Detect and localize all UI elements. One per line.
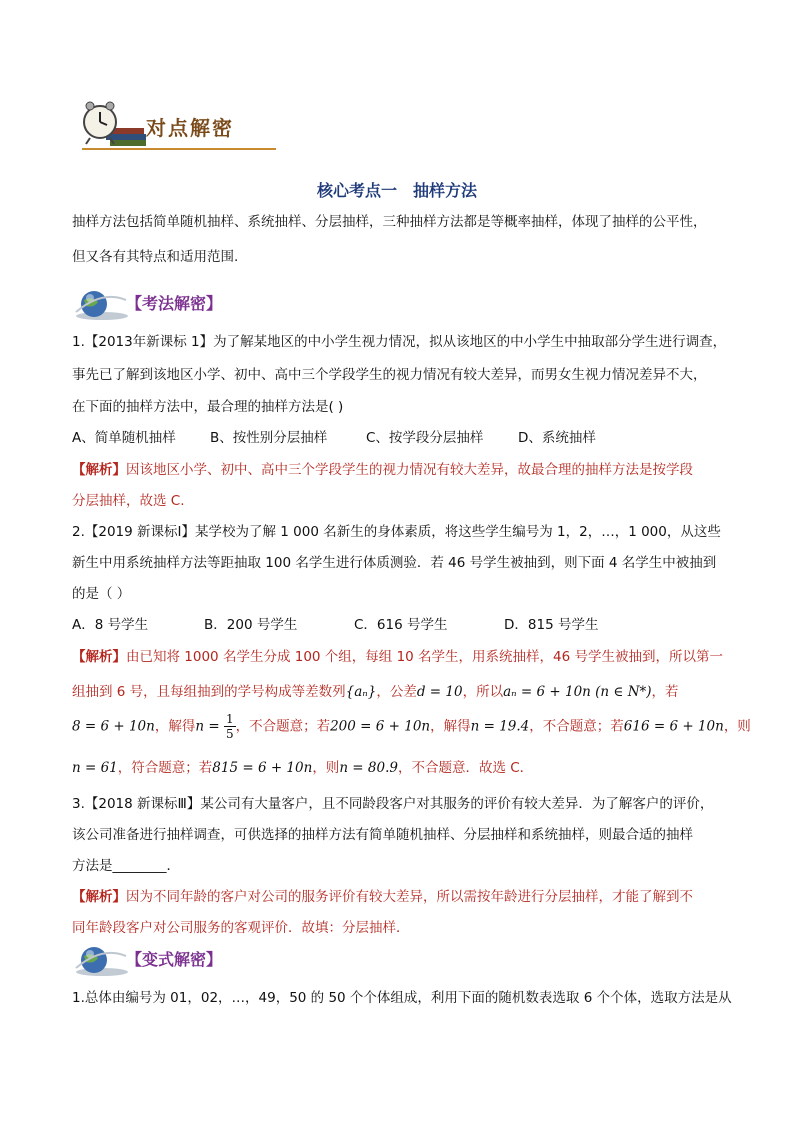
q3-answer-tag: 【解析】 [72, 889, 126, 905]
q2-answer-line-2: 组抽到 6 号，且每组抽到的学号构成等差数列{aₙ}，公差d = 10，所以aₙ = 6 + 10n (n ∈ N*)，若 [72, 684, 679, 700]
q1-option-b: B、按性别分层抽样 [210, 430, 328, 446]
banner-title: 对点解密 [146, 116, 234, 140]
subhead-kaofa [72, 286, 272, 322]
q3-line-3: 方法是________． [72, 858, 180, 874]
q3-answer-line-1: 【解析】因为不同年龄的客户对公司的服务评价有较大差异，所以需按年龄进行分层抽样，才能了解到不 [72, 889, 693, 905]
q1-options [72, 426, 596, 446]
q2-line-2: 新生中用系统抽样方法等距抽取 100 名学生进行体质测验．若 46 号学生被抽到，则下面 4 名学生中被抽到 [72, 555, 717, 571]
intro-line-2: 但又各有其特点和适用范围. [72, 249, 239, 265]
q1-line-1: 1.【2013年新课标 1】为了解某地区的中小学生视力情况，拟从该地区的中小学生中抽取部分学生进行调查， [72, 334, 727, 350]
q3-line-2: 该公司准备进行抽样调查，可供选择的抽样方法有简单随机抽样、分层抽样和系统抽样，则最合适的抽样 [72, 827, 693, 843]
subhead-bianshi-label: 【变式解密】 [126, 950, 223, 969]
q2-answer-line-4: n = 61，符合题意；若815 = 6 + 10n，则n = 80.9，不合题意．故选 C． [72, 760, 534, 776]
q2-option-d: D．815 号学生 [504, 617, 599, 633]
math-common-difference: d = 10 [416, 684, 463, 700]
math-general-term: aₙ = 6 + 10n (n ∈ N*) [503, 684, 652, 700]
q1-option-c: C、按学段分层抽样 [366, 430, 484, 446]
section-title [0, 178, 794, 201]
q2-line-1: 2.【2019 新课标Ⅰ】某学校为了解 1 000 名新生的身体素质，将这些学生编号为 1，2，…，1 000，从这些 [72, 524, 721, 540]
q2-answer-line-1: 【解析】由已知将 1000 名学生分成 100 个组，每组 10 名学生，用系统抽样，46 号学生被抽到，所以第一 [72, 649, 724, 665]
q2-options [72, 613, 598, 633]
q2-option-c: C．616 号学生 [354, 617, 448, 633]
subhead-bianshi [72, 942, 272, 978]
section-title-topic: 抽样方法 [413, 181, 478, 200]
intro-line-1: 抽样方法包括简单随机抽样、系统抽样、分层抽样，三种抽样方法都是等概率抽样，体现了抽样的公平性， [72, 214, 707, 230]
banner-divider [82, 148, 276, 150]
math-fraction: $\frac{1}{5}$ [225, 712, 234, 741]
q3-answer-line-2: 同年龄段客户对公司服务的客观评价．故填：分层抽样． [72, 920, 410, 936]
v1-line-1: 1.总体由编号为 01，02，…，49，50 的 50 个个体组成，利用下面的随机数表选取 6 个个体，选取方法是从 [72, 990, 732, 1006]
q1-answer-tag: 【解析】 [72, 462, 126, 478]
q2-line-3: 的是（ ） [72, 586, 131, 602]
math-sequence: {aₙ} [345, 684, 377, 700]
globe-icon [72, 942, 128, 978]
q2-option-b: B．200 号学生 [204, 617, 298, 633]
q1-option-a: A、简单随机抽样 [72, 430, 176, 446]
q1-answer-line-1: 【解析】因该地区小学、初中、高中三个学段学生的视力情况有较大差异，故最合理的抽样方法是按学段 [72, 462, 693, 478]
q2-answer-tag: 【解析】 [72, 649, 126, 665]
globe-icon [72, 286, 128, 322]
q1-line-3: 在下面的抽样方法中，最合理的抽样方法是( ) [72, 399, 344, 415]
q1-answer-line-2: 分层抽样，故选 C. [72, 493, 185, 509]
section-title-number: 核心考点一 [316, 181, 397, 200]
q3-line-1: 3.【2018 新课标Ⅲ】某公司有大量客户，且不同龄段客户对其服务的评价有较大差异．为了解客户的评价， [72, 796, 714, 812]
q2-answer-line-3: 8 = 6 + 10n，解得n = $\frac{1}{5}$ ，不合题意；若200 = 6 + 10n，解得n = 19.4，不合题意；若616 = 6 + 10n，则 [72, 712, 751, 741]
q1-option-d: D、系统抽样 [518, 430, 596, 446]
q2-option-a: A．8 号学生 [72, 617, 149, 633]
q1-line-2: 事先已了解到该地区小学、初中、高中三个学段学生的视力情况有较大差异，而男女生视力情况差异不大， [72, 367, 707, 383]
subhead-kaofa-label: 【考法解密】 [126, 294, 223, 313]
